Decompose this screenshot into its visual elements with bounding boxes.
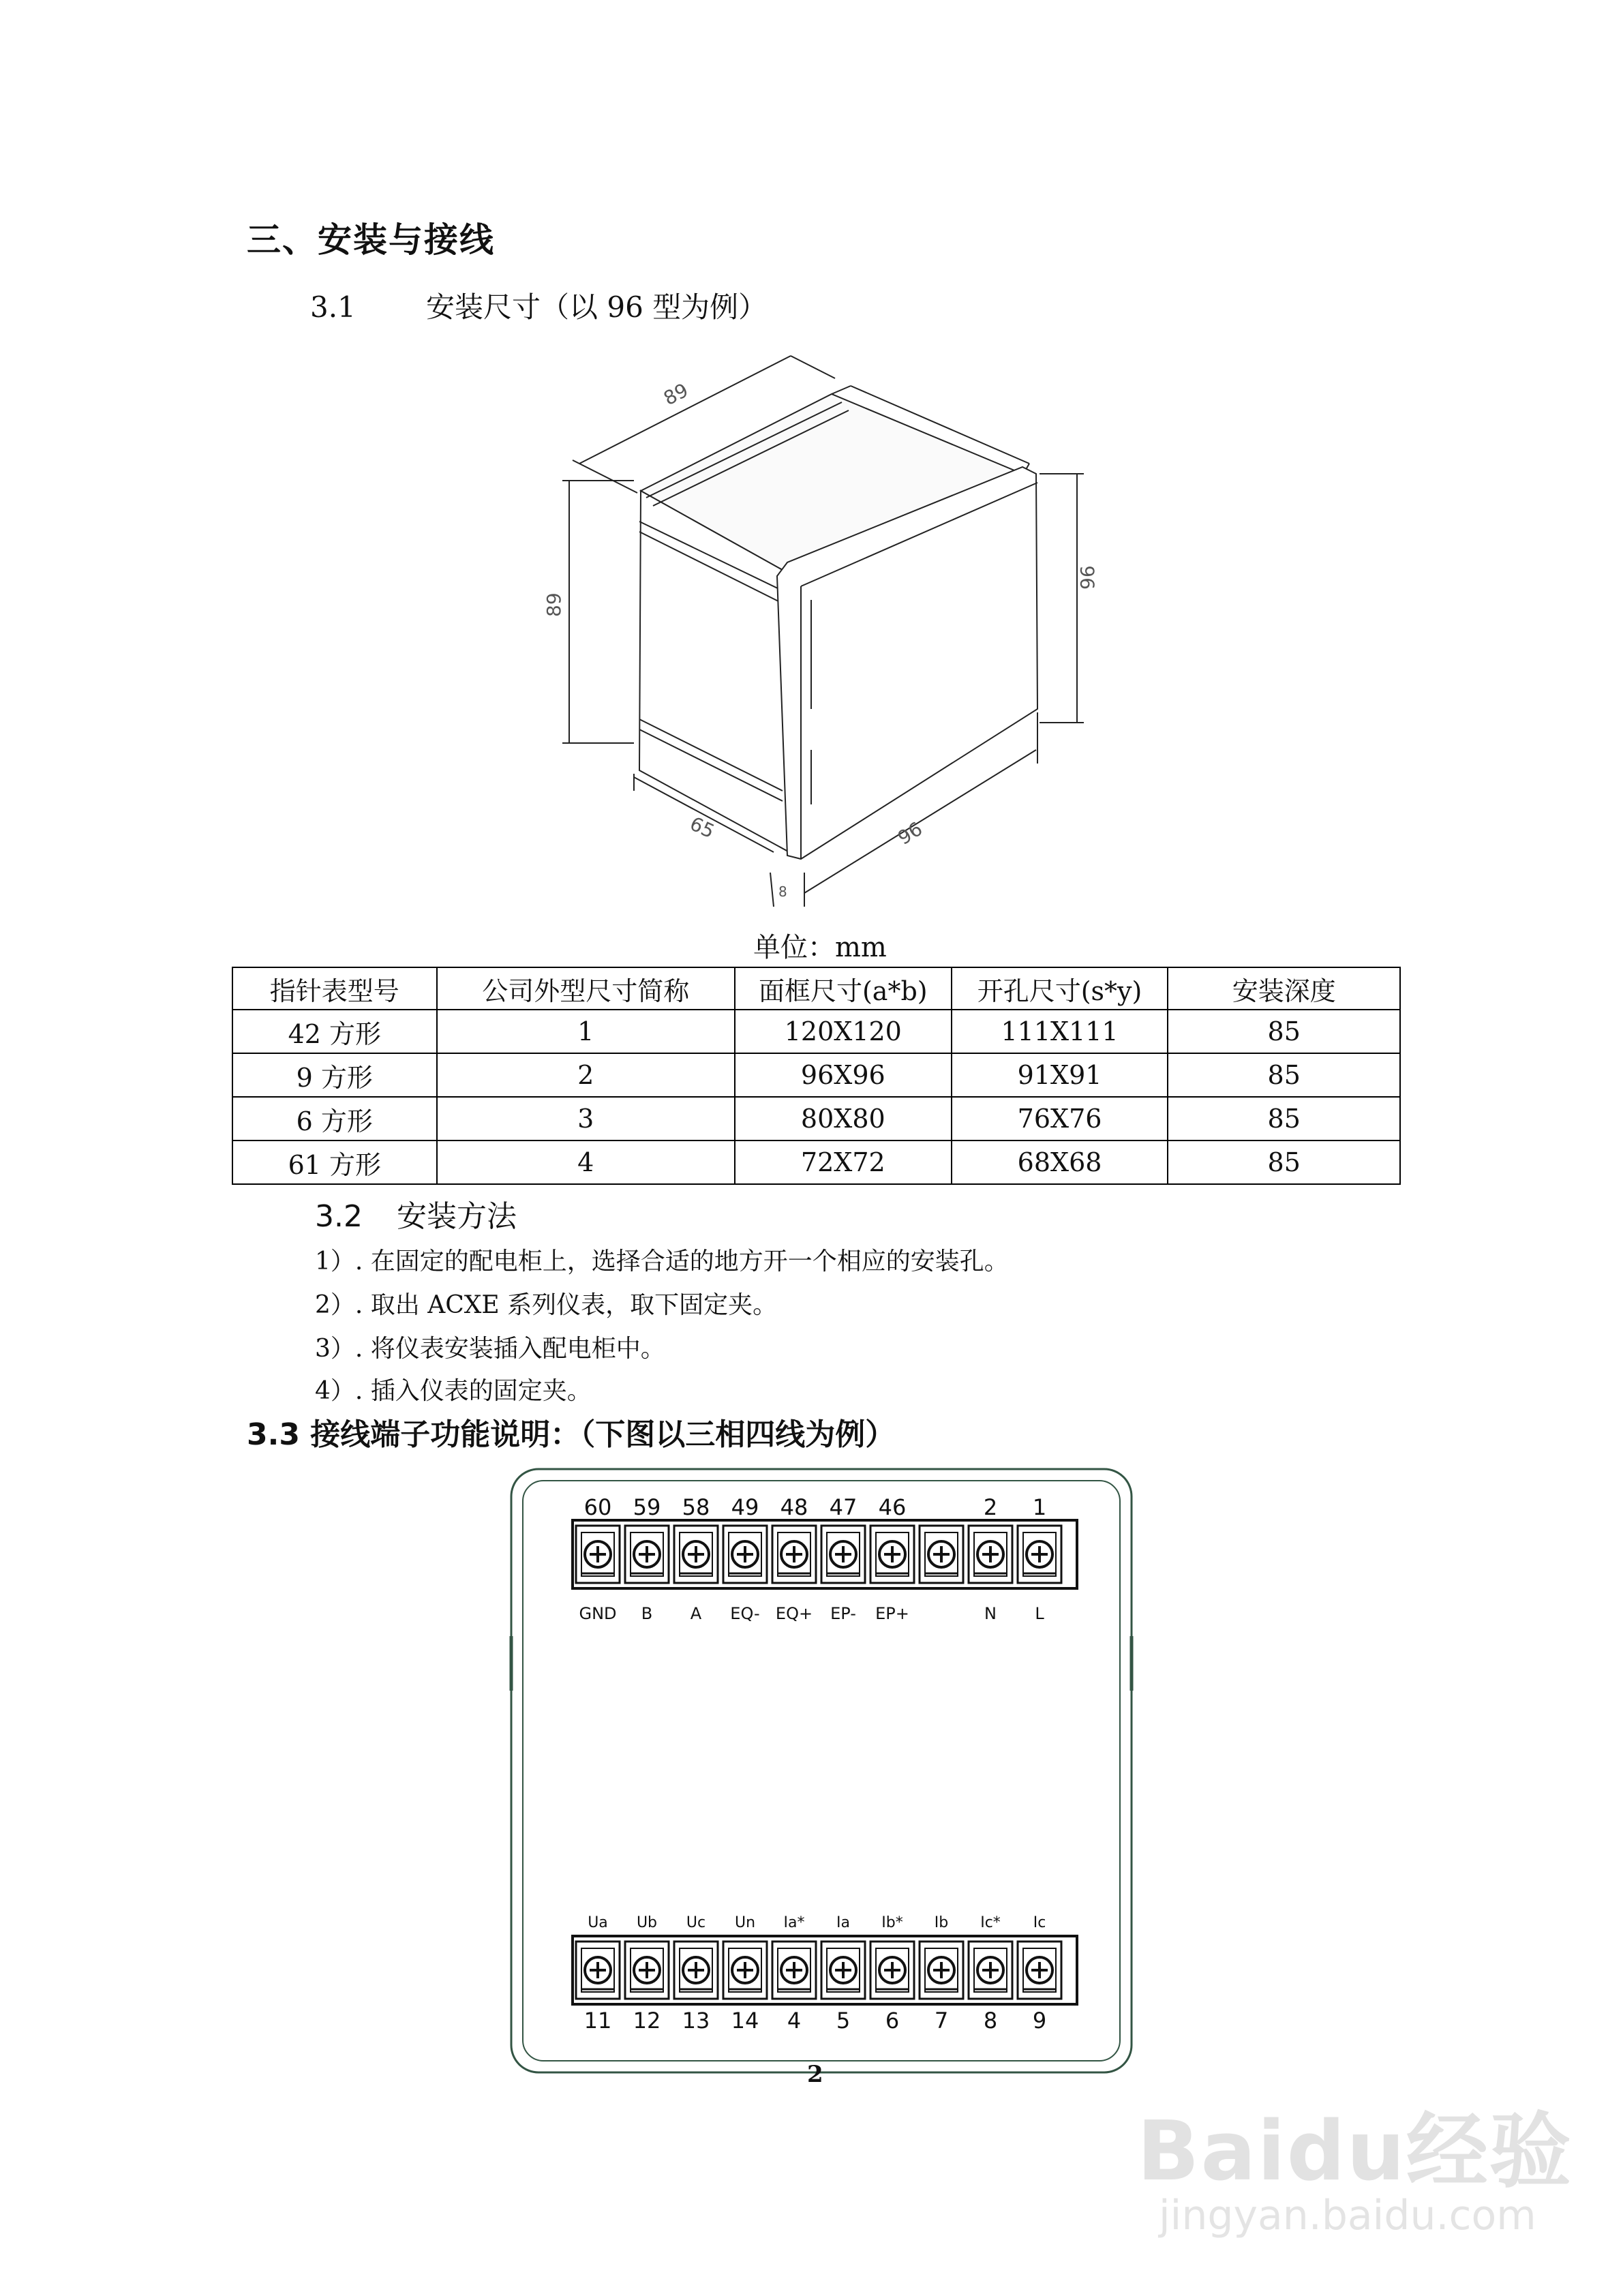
top-screw-terminal bbox=[1018, 1526, 1061, 1583]
top-screw-terminal bbox=[821, 1526, 865, 1583]
terminal-number-60: 60 bbox=[583, 1494, 612, 1520]
cell-size-code: 4 bbox=[437, 1141, 735, 1184]
section-title: 三、安装与接线 bbox=[247, 220, 495, 260]
terminal-number-7: 7 bbox=[934, 2008, 949, 2034]
terminal-label-eq-plus: EQ+ bbox=[775, 1604, 813, 1623]
terminal-label-n: N bbox=[984, 1604, 997, 1623]
bottom-screw-terminal bbox=[969, 1942, 1012, 1999]
watermark-url: jingyan.baidu.com bbox=[1159, 2192, 1536, 2239]
top-screw-terminal bbox=[625, 1526, 669, 1583]
terminal-label-ib-star: Ib* bbox=[881, 1914, 903, 1931]
unit-label: 单位：mm bbox=[753, 932, 887, 963]
cell-depth: 85 bbox=[1168, 1097, 1400, 1141]
header-frame-size: 面框尺寸(a*b) bbox=[735, 967, 952, 1010]
terminal-number-8: 8 bbox=[983, 2008, 998, 2034]
terminal-label-gnd: GND bbox=[579, 1604, 617, 1623]
page-number: 2 bbox=[807, 2061, 823, 2088]
dim-bottom-front: 96 bbox=[894, 817, 926, 849]
method-heading-number: 3.2 bbox=[315, 1199, 363, 1234]
table-row bbox=[232, 1053, 1400, 1097]
bottom-screw-terminal bbox=[674, 1942, 718, 1999]
top-screw-terminal bbox=[870, 1526, 914, 1583]
cell-cutout-size: 111X111 bbox=[952, 1010, 1168, 1053]
terminal-number-48: 48 bbox=[780, 1494, 808, 1520]
terminal-number-9: 9 bbox=[1032, 2008, 1047, 2034]
header-cutout-size: 开孔尺寸(s*y) bbox=[952, 967, 1168, 1010]
terminal-label-eq-minus: EQ- bbox=[730, 1604, 760, 1623]
terminal-heading: 3.3 接线端子功能说明：（下图以三相四线为例） bbox=[247, 1417, 896, 1452]
top-screw-terminal bbox=[723, 1526, 767, 1583]
cell-frame-size: 96X96 bbox=[735, 1053, 952, 1097]
top-screw-terminal bbox=[969, 1526, 1012, 1583]
bottom-screw-terminal bbox=[625, 1942, 669, 1999]
cell-model: 61 方形 bbox=[232, 1141, 437, 1184]
dimension-heading bbox=[310, 285, 767, 326]
table-row bbox=[232, 1141, 1400, 1184]
method-step: 3）. 将仪表安装插入配电柜中。 bbox=[315, 1335, 665, 1363]
dim-bottom-depth: 65 bbox=[686, 812, 718, 843]
bottom-screw-terminal bbox=[920, 1942, 963, 1999]
terminal-number-1: 1 bbox=[1032, 1494, 1047, 1520]
terminal-label-ib: Ib bbox=[934, 1914, 949, 1931]
cell-cutout-size: 68X68 bbox=[952, 1141, 1168, 1184]
cell-cutout-size: 91X91 bbox=[952, 1053, 1168, 1097]
top-screw-terminal bbox=[674, 1526, 718, 1583]
terminal-number-11: 11 bbox=[583, 2008, 612, 2034]
dim-top-depth: 89 bbox=[660, 378, 692, 410]
terminal-label-ic: Ic bbox=[1033, 1914, 1046, 1931]
terminal-label-a: A bbox=[690, 1604, 702, 1623]
terminal-number-59: 59 bbox=[633, 1494, 661, 1520]
terminal-label-ia: Ia bbox=[836, 1914, 850, 1931]
bottom-screw-terminal bbox=[576, 1942, 620, 1999]
terminal-label-uc: Uc bbox=[686, 1914, 706, 1931]
cell-size-code: 1 bbox=[437, 1010, 735, 1053]
cell-cutout-size: 76X76 bbox=[952, 1097, 1168, 1141]
method-step: 4）. 插入仪表的固定夹。 bbox=[315, 1377, 592, 1405]
cell-model: 42 方形 bbox=[232, 1010, 437, 1053]
header-depth: 安装深度 bbox=[1168, 967, 1400, 1010]
isometric-dimension-drawing bbox=[532, 327, 1118, 927]
cell-depth: 85 bbox=[1168, 1141, 1400, 1184]
header-size-code: 公司外型尺寸简称 bbox=[437, 967, 735, 1010]
terminal-number-2: 2 bbox=[983, 1494, 998, 1520]
bottom-screw-terminal bbox=[821, 1942, 865, 1999]
method-step: 1）. 在固定的配电柜上，选择合适的地方开一个相应的安装孔。 bbox=[315, 1248, 1009, 1275]
dim-right-height: 96 bbox=[1076, 565, 1099, 590]
watermark-logo: Baidu经验 bbox=[1137, 2104, 1573, 2199]
terminal-number-4: 4 bbox=[787, 2008, 802, 2034]
terminal-label-un: Un bbox=[734, 1914, 756, 1931]
method-heading bbox=[315, 1192, 517, 1235]
cell-model: 6 方形 bbox=[232, 1097, 437, 1141]
terminal-number-46: 46 bbox=[878, 1494, 907, 1520]
terminal-label-ia-star: Ia* bbox=[783, 1914, 805, 1931]
cell-depth: 85 bbox=[1168, 1053, 1400, 1097]
terminal-number-58: 58 bbox=[682, 1494, 710, 1520]
terminal-label-ep-minus: EP- bbox=[830, 1604, 856, 1623]
terminal-label-ic-star: Ic* bbox=[980, 1914, 1001, 1931]
terminal-number-47: 47 bbox=[829, 1494, 858, 1520]
top-screw-terminal bbox=[772, 1526, 816, 1583]
terminal-label-ep-plus: EP+ bbox=[875, 1604, 909, 1623]
table-row bbox=[232, 1010, 1400, 1053]
dimension-heading-title: 安装尺寸（以 96 型为例） bbox=[426, 290, 768, 324]
terminal-label-b: B bbox=[641, 1604, 653, 1623]
bottom-screw-terminal bbox=[870, 1942, 914, 1999]
terminal-label-l: L bbox=[1035, 1604, 1044, 1623]
terminal-number-13: 13 bbox=[682, 2008, 710, 2034]
terminal-number-6: 6 bbox=[885, 2008, 900, 2034]
terminal-number-12: 12 bbox=[633, 2008, 661, 2034]
method-step: 2）. 取出 ACXE 系列仪表，取下固定夹。 bbox=[315, 1291, 778, 1319]
top-screw-terminal bbox=[920, 1526, 963, 1583]
cell-size-code: 3 bbox=[437, 1097, 735, 1141]
spec-table bbox=[232, 967, 1401, 1185]
method-heading-title: 安装方法 bbox=[397, 1199, 517, 1234]
dim-bezel: 8 bbox=[778, 883, 787, 900]
cell-frame-size: 80X80 bbox=[735, 1097, 952, 1141]
cell-frame-size: 120X120 bbox=[735, 1010, 952, 1053]
terminal-number-49: 49 bbox=[731, 1494, 759, 1520]
top-screw-terminal bbox=[576, 1526, 620, 1583]
bottom-screw-terminal bbox=[772, 1942, 816, 1999]
terminal-number-5: 5 bbox=[836, 2008, 851, 2034]
terminal-number-14: 14 bbox=[731, 2008, 759, 2034]
terminal-diagram bbox=[508, 1466, 1135, 2076]
bottom-screw-terminal bbox=[1018, 1942, 1061, 1999]
bottom-screw-terminal bbox=[723, 1942, 767, 1999]
terminal-label-ua: Ua bbox=[588, 1914, 608, 1931]
cell-size-code: 2 bbox=[437, 1053, 735, 1097]
dim-left-height: 89 bbox=[543, 592, 565, 617]
spec-table-header-row bbox=[232, 967, 1400, 1010]
cell-depth: 85 bbox=[1168, 1010, 1400, 1053]
terminal-label-ub: Ub bbox=[636, 1914, 658, 1931]
cell-frame-size: 72X72 bbox=[735, 1141, 952, 1184]
table-row bbox=[232, 1097, 1400, 1141]
dimension-heading-number: 3.1 bbox=[310, 290, 356, 324]
header-model: 指针表型号 bbox=[232, 967, 437, 1010]
cell-model: 9 方形 bbox=[232, 1053, 437, 1097]
